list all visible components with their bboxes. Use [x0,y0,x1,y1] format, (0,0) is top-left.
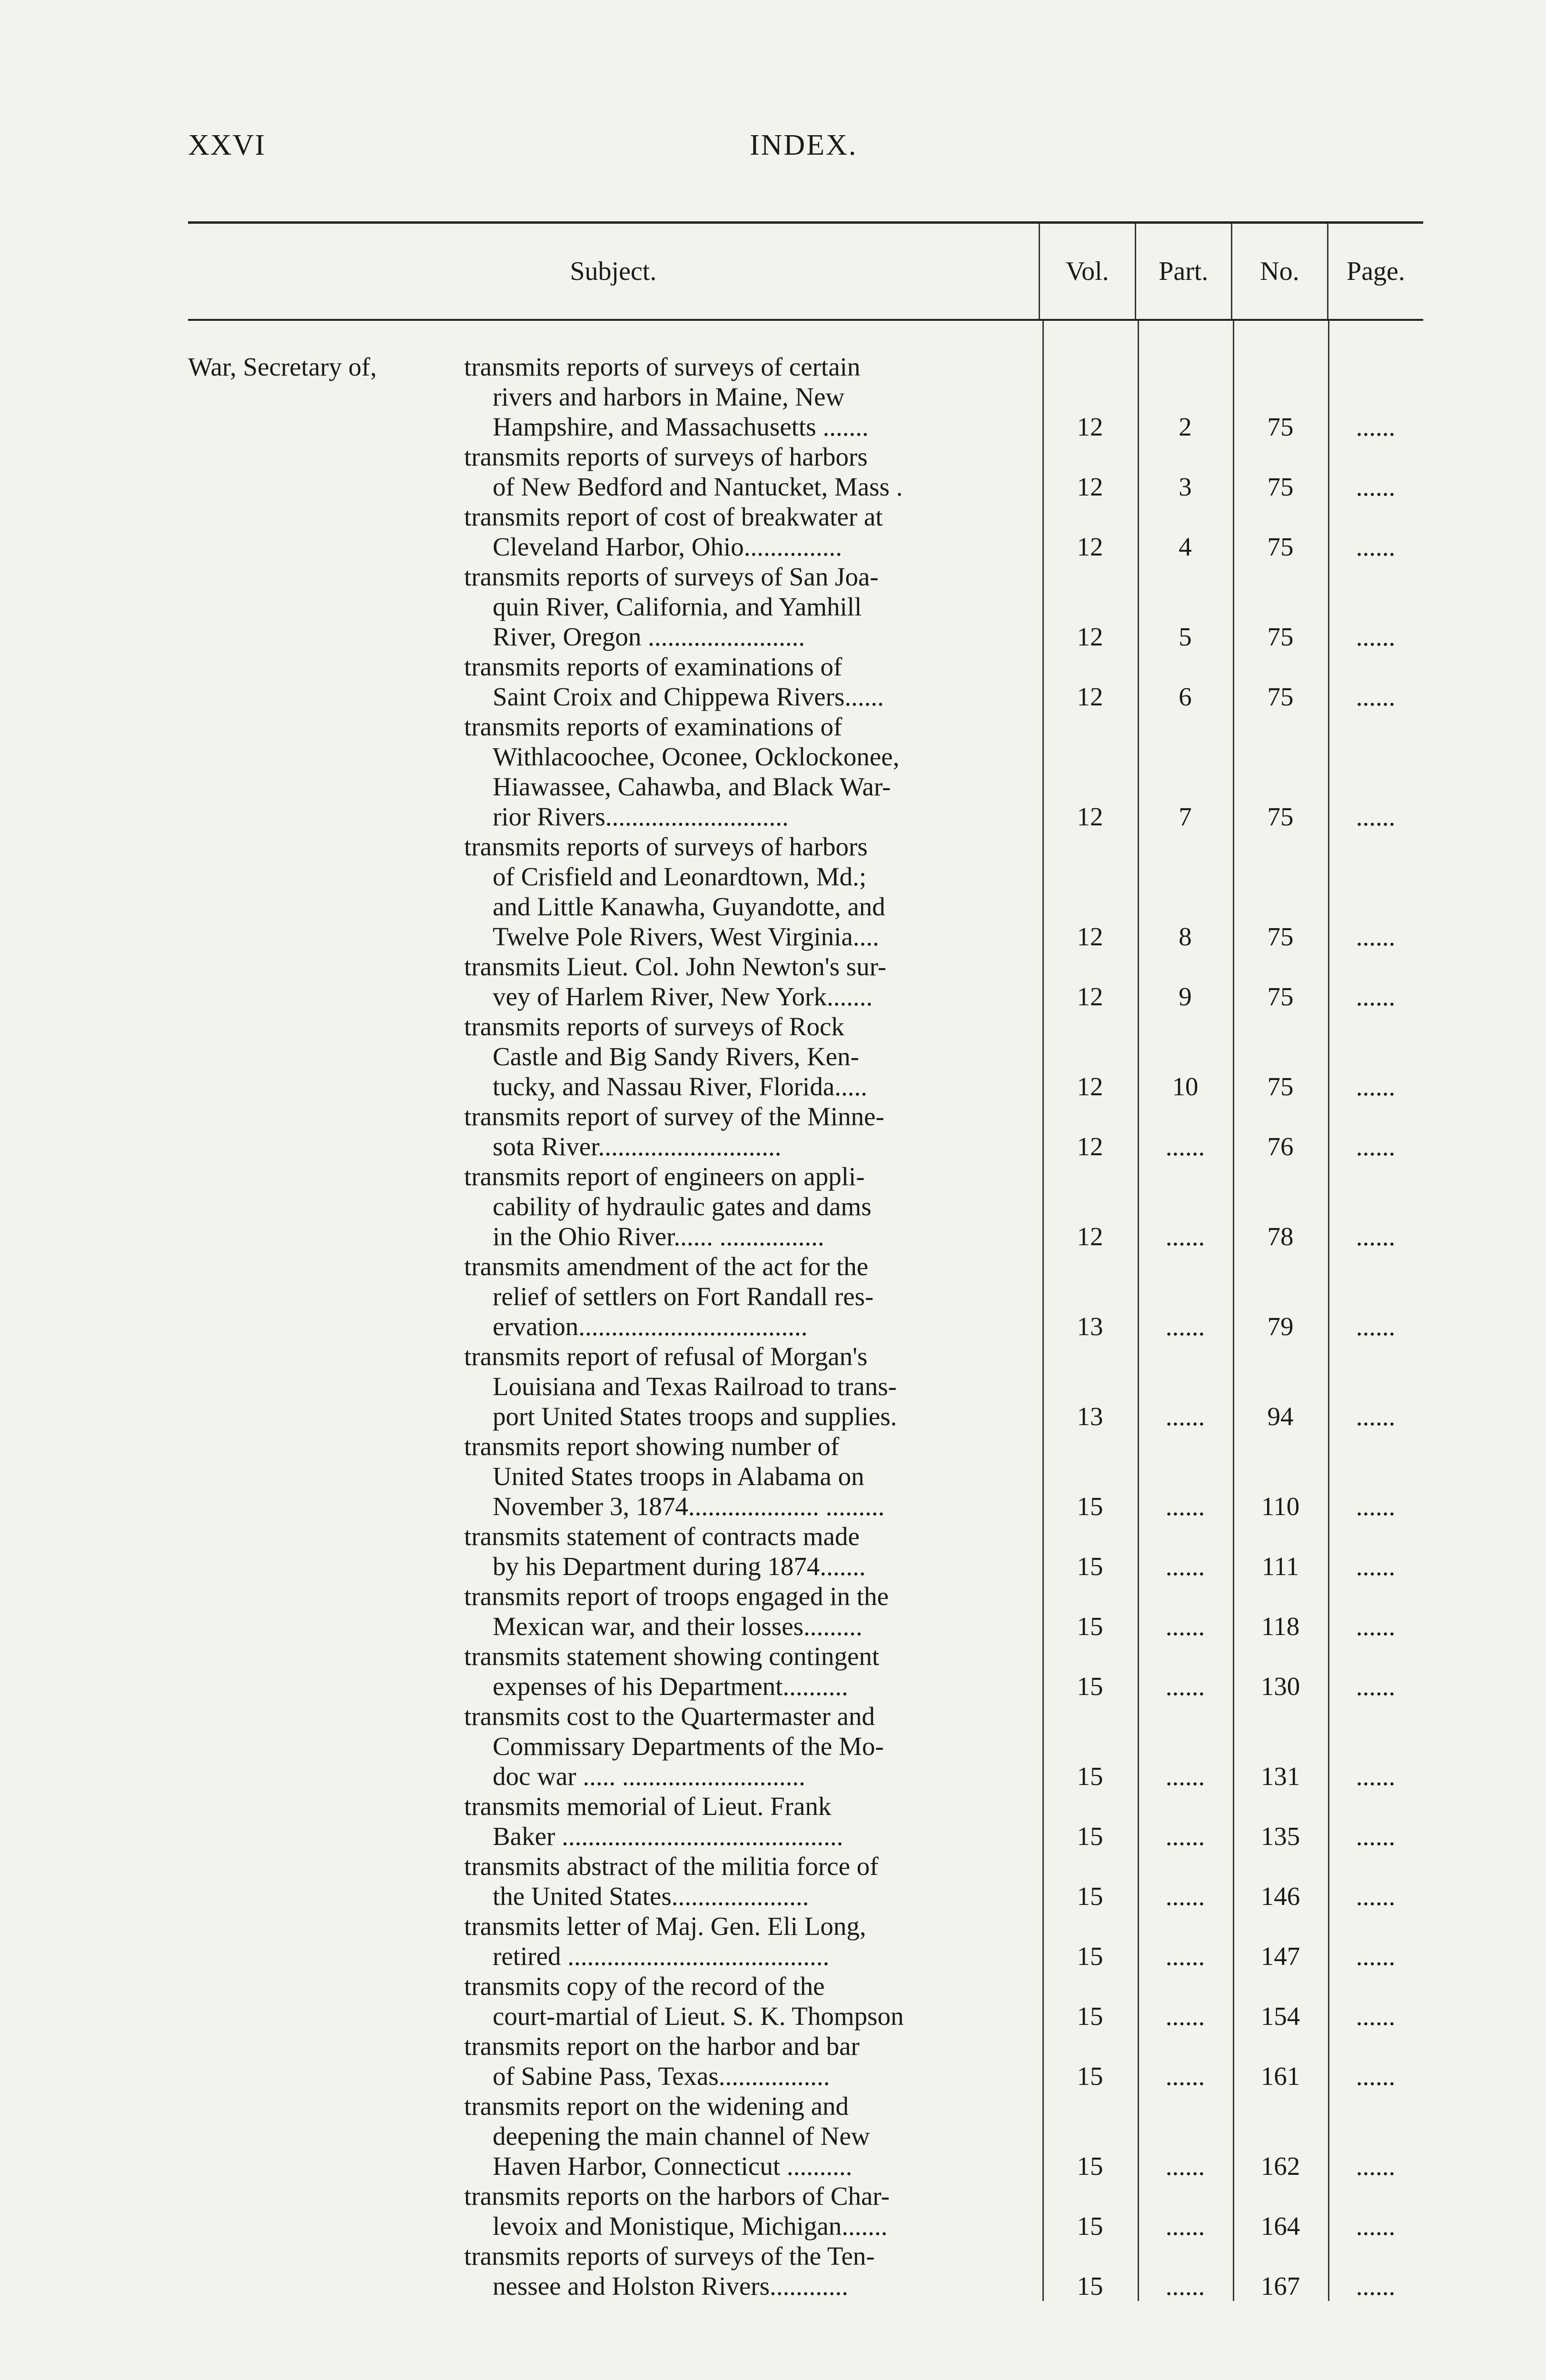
subject-cell [188,652,1042,712]
table-row [188,1012,1423,1101]
table-row [188,562,1423,652]
subject-line: transmits statement of contracts made [464,1522,860,1551]
subject-line: Twelve Pole Rivers, West Virginia.... [493,922,879,951]
subject-line: transmits reports of surveys of harbors [464,832,868,861]
subject-line: of Crisfield and Leonardtown, Md.; [493,862,867,891]
subject-cell [188,562,1042,652]
no-cell: 146 [1260,1882,1300,1911]
page-cell: ...... [1356,1672,1396,1701]
table-row [188,952,1423,1012]
subject-line: the United States..................... [493,1882,809,1911]
subject-line: of New Bedford and Nantucket, Mass . [493,472,903,501]
entry-heading [188,562,464,652]
table-row [188,1521,1423,1581]
subject-line: of Sabine Pass, Texas................. [493,2062,830,2091]
subject-text [464,952,1042,1012]
vol-cell: 15 [1077,2002,1103,2031]
subject-cell [188,1851,1042,1911]
part-cell: 9 [1179,982,1192,1011]
part-cell: ...... [1165,1942,1205,1971]
vol-cell: 12 [1077,922,1103,951]
page-cell: ...... [1356,1402,1396,1431]
vol-cell: 12 [1077,1072,1103,1101]
subject-line: in the Ohio River...... ................ [493,1222,824,1251]
running-title: INDEX. [750,129,858,161]
page-cell: ...... [1356,1072,1396,1101]
subject-line: United States troops in Alabama on [493,1462,864,1491]
vol-cell: 13 [1077,1402,1103,1431]
subject-line: rior Rivers............................ [493,802,789,831]
subject-line: transmits report on the widening and [464,2092,849,2121]
page-cell: ...... [1356,2152,1396,2181]
subject-line: transmits reports of surveys of Rock [464,1012,844,1041]
subject-line: expenses of his Department.......... [493,1672,848,1701]
part-cell: 10 [1172,1072,1199,1101]
no-cell: 75 [1267,982,1294,1011]
subject-text [464,1251,1042,1341]
page-cell: ...... [1356,922,1396,951]
column-header-vol: Vol. [1039,224,1135,319]
subject-text [464,502,1042,562]
subject-line: transmits reports of surveys of San Joa- [464,562,879,591]
page-cell: ...... [1356,622,1396,651]
part-cell: 6 [1179,682,1192,711]
entry-heading [188,1701,464,1791]
vol-cell: 15 [1077,1552,1103,1581]
subject-text [464,1971,1042,2031]
subject-text [464,1641,1042,1701]
part-cell: ...... [1165,2152,1205,2181]
subject-cell [188,2031,1042,2091]
subject-line: transmits report of refusal of Morgan's [464,1342,868,1371]
subject-text [464,832,1042,952]
no-cell: 75 [1267,1072,1294,1101]
subject-line: tucky, and Nassau River, Florida..... [493,1072,867,1101]
vol-cell: 15 [1077,1822,1103,1851]
vol-cell: 12 [1077,472,1103,501]
page-cell: ...... [1356,412,1396,441]
vol-cell: 12 [1077,982,1103,1011]
entry-heading [188,652,464,712]
subject-line: transmits copy of the record of the [464,1972,825,2001]
subject-line: November 3, 1874.................... ......... [493,1492,885,1521]
vol-cell: 12 [1077,802,1103,831]
page-cell: ...... [1356,1132,1396,1161]
subject-line: ervation................................... [493,1312,808,1341]
vol-cell: 15 [1077,1672,1103,1701]
entry-heading [188,1101,464,1161]
subject-line: transmits reports on the harbors of Char- [464,2182,890,2211]
vol-cell: 15 [1077,2271,1103,2301]
subject-line: Commissary Departments of the Mo- [493,1732,884,1761]
vol-cell: 12 [1077,1222,1103,1251]
entry-heading [188,2091,464,2181]
subject-cell [188,1101,1042,1161]
subject-cell [188,1971,1042,2031]
subject-text [464,1161,1042,1251]
part-cell: ...... [1165,1312,1205,1341]
page-cell: ...... [1356,2002,1396,2031]
subject-line: transmits report of survey of the Minne- [464,1102,884,1131]
column-header-part: Part. [1135,224,1231,319]
subject-line: nessee and Holston Rivers............ [493,2271,848,2301]
subject-cell [188,1161,1042,1251]
subject-text [464,1701,1042,1791]
subject-cell [188,442,1042,502]
table-row [188,1251,1423,1341]
subject-line: court-martial of Lieut. S. K. Thompson [493,2002,904,2031]
subject-text [464,2181,1042,2241]
index-table [188,221,1423,2301]
part-cell: 3 [1179,472,1192,501]
no-cell: 75 [1267,622,1294,651]
vol-cell: 15 [1077,2211,1103,2241]
entry-heading [188,1431,464,1521]
no-cell: 94 [1267,1402,1294,1431]
entry-heading [188,1971,464,2031]
vol-cell: 15 [1077,1492,1103,1521]
table-row [188,352,1423,442]
vol-cell: 12 [1077,532,1103,561]
subject-line: by his Department during 1874....... [493,1552,866,1581]
subject-text [464,2091,1042,2181]
entry-heading [188,1641,464,1701]
subject-cell [188,1251,1042,1341]
part-cell: ...... [1165,1882,1205,1911]
subject-line: doc war ..... ............................ [493,1762,805,1791]
table-header [188,224,1423,321]
table-row [188,1341,1423,1431]
page-cell: ...... [1356,1762,1396,1791]
subject-text [464,1341,1042,1431]
subject-text [464,1431,1042,1521]
page-cell: ...... [1356,1882,1396,1911]
page-cell: ...... [1356,2211,1396,2241]
subject-line: transmits report of troops engaged in the [464,1582,889,1611]
subject-line: Castle and Big Sandy Rivers, Ken- [493,1042,859,1071]
table-row [188,502,1423,562]
part-cell: ...... [1165,1552,1205,1581]
part-cell: ...... [1165,1132,1205,1161]
subject-line: transmits reports of surveys of harbors [464,442,868,471]
subject-line: transmits Lieut. Col. John Newton's sur- [464,952,887,981]
no-cell: 110 [1261,1492,1300,1521]
page-cell: ...... [1356,1312,1396,1341]
no-cell: 78 [1267,1222,1294,1251]
entry-heading [188,952,464,1012]
subject-text [464,562,1042,652]
subject-line: transmits reports of surveys of certain [464,352,861,381]
subject-line: transmits reports of examinations of [464,712,842,741]
table-row [188,712,1423,832]
page-cell: ...... [1356,802,1396,831]
subject-line: transmits reports of examinations of [464,652,842,681]
table-row [188,1581,1423,1641]
table-row [188,2091,1423,2181]
vol-cell: 12 [1077,1132,1103,1161]
page-cell: ...... [1356,1822,1396,1851]
part-cell: 8 [1179,922,1192,951]
entry-heading [188,442,464,502]
no-cell: 164 [1260,2211,1300,2241]
subject-line: retired ........................................ [493,1942,830,1971]
no-cell: 76 [1267,1132,1294,1161]
subject-text [464,652,1042,712]
subject-line: transmits abstract of the militia force of [464,1852,879,1881]
subject-cell [188,1641,1042,1701]
page-cell: ...... [1356,682,1396,711]
table-row [188,1911,1423,1971]
no-cell: 75 [1267,922,1294,951]
subject-cell [188,1431,1042,1521]
subject-line: Mexican war, and their losses......... [493,1612,862,1641]
entry-heading [188,1521,464,1581]
subject-line: Hiawassee, Cahawba, and Black War- [493,772,891,801]
part-cell: ...... [1165,1492,1205,1521]
column-header-subject: Subject. [570,257,657,286]
entry-heading [188,712,464,832]
subject-text [464,1521,1042,1581]
part-cell: 2 [1179,412,1192,441]
subject-cell [188,2091,1042,2181]
no-cell: 75 [1267,472,1294,501]
subject-cell [188,1911,1042,1971]
subject-text [464,1012,1042,1101]
page-cell: ...... [1356,2271,1396,2301]
vol-cell: 12 [1077,412,1103,441]
subject-line: Withlacoochee, Oconee, Ocklockonee, [493,742,900,771]
page-header [188,129,1423,181]
page-folio: XXVI [188,129,266,161]
entry-heading [188,1581,464,1641]
page-cell: ...... [1356,1552,1396,1581]
subject-cell [188,352,1042,442]
table-row [188,1431,1423,1521]
subject-line: and Little Kanawha, Guyandotte, and [493,892,885,921]
no-cell: 75 [1267,682,1294,711]
subject-text [464,2241,1042,2301]
subject-cell [188,832,1042,952]
table-row [188,2031,1423,2091]
page-cell: ...... [1356,532,1396,561]
entry-heading [188,2241,464,2301]
subject-line: Cleveland Harbor, Ohio............... [493,532,842,561]
entry-heading [188,1012,464,1101]
no-cell: 118 [1261,1612,1300,1641]
subject-line: deepening the main channel of New [493,2122,870,2151]
part-cell: ...... [1165,1402,1205,1431]
subject-text [464,352,1042,442]
subject-line: vey of Harlem River, New York....... [493,982,873,1011]
subject-line: Baker ........................................... [493,1822,843,1851]
subject-line: Louisiana and Texas Railroad to trans- [493,1372,897,1401]
table-row [188,1701,1423,1791]
table-row [188,1101,1423,1161]
subject-line: transmits reports of surveys of the Ten- [464,2241,875,2271]
subject-text [464,712,1042,832]
subject-line: Saint Croix and Chippewa Rivers...... [493,682,884,711]
page-cell: ...... [1356,982,1396,1011]
vol-cell: 13 [1077,1312,1103,1341]
table-row [188,652,1423,712]
page-cell: ...... [1356,472,1396,501]
no-cell: 154 [1260,2002,1300,2031]
table-row [188,2181,1423,2241]
subject-text [464,1101,1042,1161]
subject-text [464,1911,1042,1971]
subject-cell [188,2181,1042,2241]
part-cell: ...... [1165,2271,1205,2301]
entry-heading [188,2031,464,2091]
part-cell: ...... [1165,1822,1205,1851]
no-cell: 111 [1261,1552,1299,1581]
no-cell: 75 [1267,532,1294,561]
part-cell: ...... [1165,2062,1205,2091]
no-cell: 147 [1260,1942,1300,1971]
entry-heading: War, Secretary of, [188,352,377,381]
subject-line: sota River............................ [493,1132,782,1161]
vol-cell: 12 [1077,682,1103,711]
part-cell: ...... [1165,1672,1205,1701]
part-cell: ...... [1165,1222,1205,1251]
page-cell: ...... [1356,1222,1396,1251]
no-cell: 75 [1267,802,1294,831]
page-cell: ...... [1356,1492,1396,1521]
subject-line: transmits letter of Maj. Gen. Eli Long, [464,1912,866,1941]
entry-heading [188,1911,464,1971]
column-header-no: No. [1231,224,1327,319]
subject-cell [188,1341,1042,1431]
entry-heading [188,1791,464,1851]
no-cell: 131 [1260,1762,1300,1791]
subject-line: River, Oregon ........................ [493,622,805,651]
no-cell: 75 [1267,412,1294,441]
part-cell: 5 [1179,622,1192,651]
table-row [188,1791,1423,1851]
entry-heading [188,1341,464,1431]
vol-cell: 15 [1077,1612,1103,1641]
vol-cell: 15 [1077,1942,1103,1971]
subject-line: rivers and harbors in Maine, New [493,382,845,411]
subject-line: transmits memorial of Lieut. Frank [464,1792,832,1821]
subject-cell [188,1521,1042,1581]
subject-line: Hampshire, and Massachusetts ....... [493,412,869,441]
table-row [188,1971,1423,2031]
subject-line: transmits statement showing contingent [464,1642,880,1671]
subject-line: relief of settlers on Fort Randall res- [493,1282,874,1311]
subject-text [464,1581,1042,1641]
subject-cell [188,952,1042,1012]
vol-cell: 15 [1077,2152,1103,2181]
subject-cell [188,1701,1042,1791]
subject-cell [188,502,1042,562]
subject-text [464,1851,1042,1911]
page-cell: ...... [1356,2062,1396,2091]
entry-heading [188,2181,464,2241]
vol-cell: 15 [1077,1762,1103,1791]
part-cell: ...... [1165,2211,1205,2241]
subject-text [464,442,1042,502]
subject-text [464,1791,1042,1851]
subject-cell [188,1581,1042,1641]
table-row [188,1851,1423,1911]
no-cell: 79 [1267,1312,1294,1341]
subject-cell [188,1791,1042,1851]
column-header-page: Page. [1327,224,1423,319]
entry-heading [188,1851,464,1911]
vol-cell: 12 [1077,622,1103,651]
no-cell: 167 [1260,2271,1300,2301]
no-cell: 135 [1260,1822,1300,1851]
subject-line: cability of hydraulic gates and dams [493,1192,872,1221]
no-cell: 130 [1260,1672,1300,1701]
part-cell: ...... [1165,2002,1205,2031]
subject-line: transmits cost to the Quartermaster and [464,1702,875,1731]
entry-heading [188,502,464,562]
part-cell: ...... [1165,1612,1205,1641]
entry-heading [188,1251,464,1341]
entry-heading [188,832,464,952]
no-cell: 161 [1260,2062,1300,2091]
subject-line: quin River, California, and Yamhill [493,592,862,621]
subject-cell [188,712,1042,832]
table-row [188,1641,1423,1701]
subject-line: transmits report on the harbor and bar [464,2032,860,2061]
table-row [188,442,1423,502]
subject-line: transmits amendment of the act for the [464,1252,869,1281]
no-cell: 162 [1260,2152,1300,2181]
subject-text [464,2031,1042,2091]
part-cell: 7 [1179,802,1192,831]
entry-heading [188,1161,464,1251]
subject-line: Haven Harbor, Connecticut .......... [493,2152,852,2181]
page-cell: ...... [1356,1942,1396,1971]
table-body [188,321,1423,2301]
part-cell: 4 [1179,532,1192,561]
subject-cell [188,2241,1042,2301]
subject-line: transmits report showing number of [464,1432,840,1461]
subject-line: port United States troops and supplies. [493,1402,897,1431]
page-cell: ...... [1356,1612,1396,1641]
subject-line: transmits report of cost of breakwater at [464,502,883,531]
vol-cell: 15 [1077,2062,1103,2091]
subject-line: levoix and Monistique, Michigan....... [493,2211,888,2241]
part-cell: ...... [1165,1762,1205,1791]
table-row [188,2241,1423,2301]
table-row [188,1161,1423,1251]
subject-cell [188,1012,1042,1101]
table-row [188,832,1423,952]
subject-line: transmits report of engineers on appli- [464,1162,865,1191]
vol-cell: 15 [1077,1882,1103,1911]
